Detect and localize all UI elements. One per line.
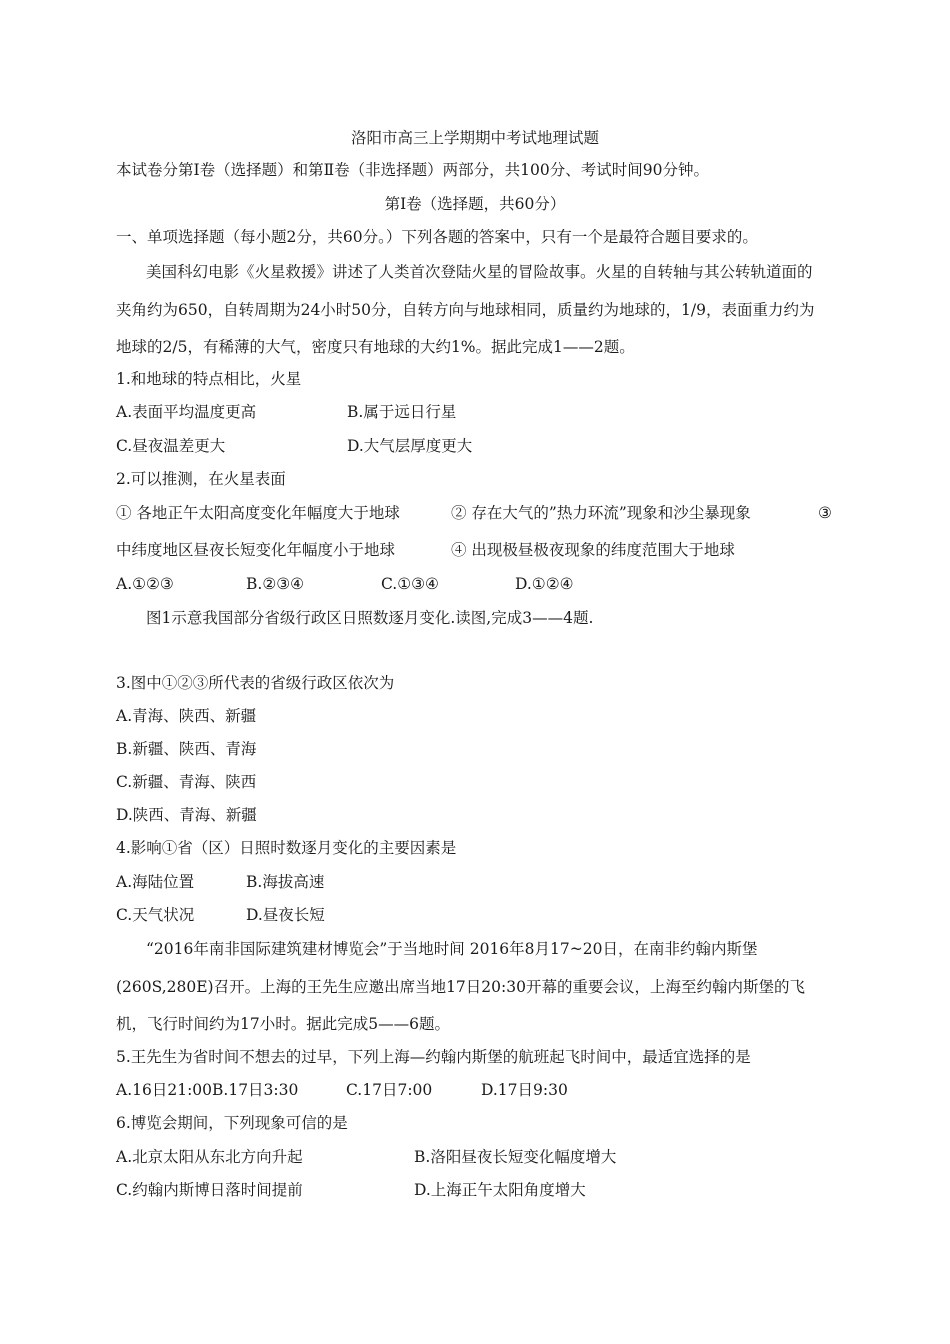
q1-option-b: B.属于远日行星	[347, 403, 457, 421]
passage1-line-1: 美国科幻电影《火星救援》讲述了人类首次登陆火星的冒险故事。火星的自转轴与其公转轨道面的	[146, 263, 813, 281]
q4-option-c: C.天气状况	[116, 906, 195, 924]
q1-stem: 1.和地球的特点相比，火星	[116, 370, 302, 388]
q2-statement-4: ④ 出现极昼极夜现象的纬度范围大于地球	[451, 541, 735, 559]
q2-option-c: C.①③④	[381, 575, 439, 593]
q2-option-b: B.②③④	[246, 575, 305, 593]
q2-option-a: A.①②③	[116, 575, 174, 593]
q4-stem: 4.影响①省（区）日照时数逐月变化的主要因素是	[116, 839, 457, 857]
q5-option-c: C.17日7:00	[346, 1081, 433, 1099]
q6-option-d: D.上海正午太阳角度增大	[414, 1181, 586, 1199]
q2-stem: 2.可以推测，在火星表面	[116, 470, 286, 488]
passage2-line-2: (260S,280E)召开。上海的王先生应邀出席当地17日20:30开幕的重要会议，上海至约翰内斯堡的飞	[116, 978, 805, 996]
q3-option-b: B.新疆、陕西、青海	[116, 740, 257, 758]
part-heading: 一、单项选择题（每小题2分，共60分。）下列各题的答案中，只有一个是最符合题目要求的。	[116, 228, 758, 246]
figure-intro: 图1示意我国部分省级行政区日照数逐月变化.读图,完成3——4题.	[146, 609, 594, 627]
passage1-line-2: 夹角约为650，自转周期为24小时50分，自转方向与地球相同，质量约为地球的，1/9，表面重力约为	[116, 301, 815, 319]
q2-statement-1: ① 各地正午太阳高度变化年幅度大于地球	[116, 504, 400, 522]
exam-title: 洛阳市高三上学期期中考试地理试题	[350, 129, 599, 147]
q5-option-d: D.17日9:30	[481, 1081, 568, 1099]
q6-option-b: B.洛阳昼夜长短变化幅度增大	[414, 1148, 617, 1166]
section-title: 第Ⅰ卷（选择题，共60分）	[384, 195, 566, 213]
passage2-line-1: “2016年南非国际建筑建材博览会”于当地时间 2016年8月17~20日，在南非约翰内斯堡	[146, 940, 758, 958]
q2-option-d: D.①②④	[515, 575, 574, 593]
q4-option-a: A.海陆位置	[116, 873, 195, 891]
q5-stem: 5.王先生为省时间不想去的过早，下列上海—约翰内斯堡的航班起飞时间中，最适宜选择的是	[116, 1048, 751, 1066]
q6-stem: 6.博览会期间，下列现象可信的是	[116, 1114, 348, 1132]
q1-option-d: D.大气层厚度更大	[347, 437, 473, 455]
q4-option-b: B.海拔高速	[246, 873, 325, 891]
q6-option-c: C.约翰内斯博日落时间提前	[116, 1181, 303, 1199]
q3-stem: 3.图中①②③所代表的省级行政区依次为	[116, 674, 395, 692]
q6-option-a: A.北京太阳从东北方向升起	[116, 1148, 303, 1166]
q2-statement-2: ② 存在大气的”热力环流”现象和沙尘暴现象	[451, 504, 751, 522]
passage1-line-3: 地球的2/5，有稀薄的大气，密度只有地球的大约1%。据此完成1——2题。	[116, 338, 635, 356]
q3-option-d: D.陕西、青海、新疆	[116, 806, 257, 824]
q3-option-c: C.新疆、青海、陕西	[116, 773, 257, 791]
q3-option-a: A.青海、陕西、新疆	[116, 707, 257, 725]
q2-statement-3: 中纬度地区昼夜长短变化年幅度小于地球	[116, 541, 396, 559]
q5-options-a-b: A.16日21:00B.17日3:30	[116, 1081, 299, 1099]
q4-option-d: D.昼夜长短	[246, 906, 325, 924]
passage2-line-3: 机，飞行时间约为17小时。据此完成5——6题。	[116, 1015, 450, 1033]
q1-option-a: A.表面平均温度更高	[116, 403, 257, 421]
q1-option-c: C.昼夜温差更大	[116, 437, 226, 455]
q2-statement-3-marker: ③	[818, 504, 832, 522]
exam-intro: 本试卷分第Ⅰ卷（选择题）和第Ⅱ卷（非选择题）两部分，共100分、考试时间90分钟。	[116, 161, 709, 179]
